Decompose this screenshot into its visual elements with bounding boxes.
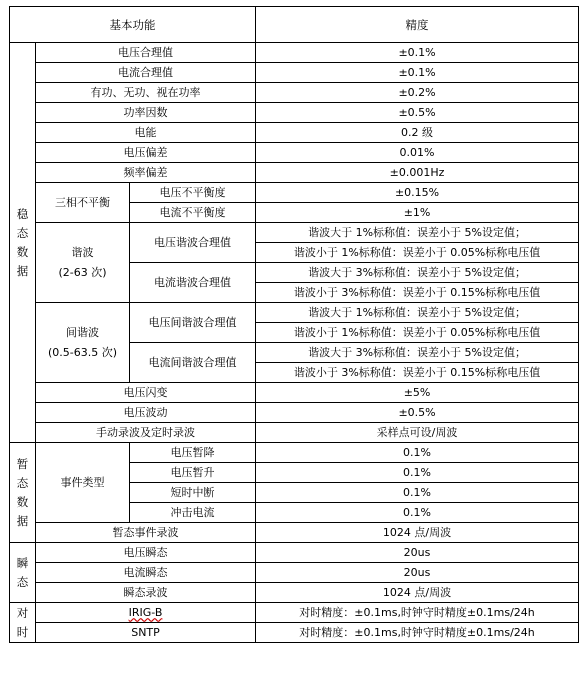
row-value-line1: 谐波大于 3%标称值：误差小于 5%设定值； (256, 263, 579, 283)
table-row (10, 383, 579, 403)
row-name: 电流瞬态 (36, 563, 256, 583)
row-name: 频率偏差 (36, 163, 256, 183)
table-row (10, 43, 579, 63)
row-value: 20us (256, 563, 579, 583)
spec-table-container (9, 6, 579, 643)
row-name: 电压波动 (36, 403, 256, 423)
row-name: 手动录波及定时录波 (36, 423, 256, 443)
table-row (10, 83, 579, 103)
row-value: 1024 点/周波 (256, 583, 579, 603)
group-event-type: 事件类型 (36, 443, 130, 523)
table-row (10, 63, 579, 83)
table-row (10, 163, 579, 183)
row-value: ±0.5% (256, 103, 579, 123)
row-name: 电压间谐波合理值 (130, 303, 256, 343)
row-name: 电压瞬态 (36, 543, 256, 563)
header-function: 基本功能 (10, 7, 256, 43)
group-unbalance: 三相不平衡 (36, 183, 130, 223)
row-value: 0.1% (256, 463, 579, 483)
row-name: 有功、无功、视在功率 (36, 83, 256, 103)
row-name: 电压暂升 (130, 463, 256, 483)
row-name: 短时中断 (130, 483, 256, 503)
row-value-line1: 谐波大于 1%标称值：误差小于 5%设定值； (256, 303, 579, 323)
row-name: SNTP (36, 623, 256, 643)
row-value-line2: 谐波小于 1%标称值：误差小于 0.05%标称电压值 (256, 323, 579, 343)
table-row (10, 183, 579, 203)
row-name: 电流间谐波合理值 (130, 343, 256, 383)
table-row (10, 603, 579, 623)
row-name: 电能 (36, 123, 256, 143)
row-value: ±0.1% (256, 43, 579, 63)
row-value: ±1% (256, 203, 579, 223)
table-row (10, 543, 579, 563)
row-value: 对时精度：±0.1ms,时钟守时精度±0.1ms/24h (256, 603, 579, 623)
header-row (10, 7, 579, 43)
row-value: ±0.001Hz (256, 163, 579, 183)
category-transient: 暂 态 数 据 (10, 443, 36, 543)
row-value: ±5% (256, 383, 579, 403)
table-row (10, 563, 579, 583)
row-name: 暂态事件录波 (36, 523, 256, 543)
table-row (10, 583, 579, 603)
row-value: 0.2 级 (256, 123, 579, 143)
row-name: 功率因数 (36, 103, 256, 123)
row-value-line1: 谐波大于 1%标称值：误差小于 5%设定值； (256, 223, 579, 243)
row-value: 对时精度：±0.1ms,时钟守时精度±0.1ms/24h (256, 623, 579, 643)
table-row (10, 403, 579, 423)
table-row (10, 123, 579, 143)
row-name: 电压不平衡度 (130, 183, 256, 203)
table-row (10, 523, 579, 543)
row-value: 0.1% (256, 503, 579, 523)
group-interharmonic: 间谐波 (0.5-63.5 次) (36, 303, 130, 383)
table-row (10, 103, 579, 123)
row-name: 电压偏差 (36, 143, 256, 163)
spec-table (9, 6, 579, 643)
table-row (10, 223, 579, 243)
row-value: ±0.2% (256, 83, 579, 103)
row-value: ±0.15% (256, 183, 579, 203)
row-name: 电压谐波合理值 (130, 223, 256, 263)
table-row (10, 303, 579, 323)
group-harmonic: 谐波 (2-63 次) (36, 223, 130, 303)
row-value-line2: 谐波小于 3%标称值：误差小于 0.15%标称电压值 (256, 283, 579, 303)
row-value: 0.1% (256, 443, 579, 463)
row-name: 电流不平衡度 (130, 203, 256, 223)
row-name: 电流合理值 (36, 63, 256, 83)
category-instant: 瞬 态 (10, 543, 36, 603)
row-value-line2: 谐波小于 1%标称值：误差小于 0.05%标称电压值 (256, 243, 579, 263)
table-row (10, 623, 579, 643)
row-value-line1: 谐波大于 3%标称值：误差小于 5%设定值； (256, 343, 579, 363)
table-row (10, 443, 579, 463)
row-name: IRIG-B (36, 603, 256, 623)
row-name: 瞬态录波 (36, 583, 256, 603)
row-value: 0.01% (256, 143, 579, 163)
row-name: 电压暂降 (130, 443, 256, 463)
row-value-line2: 谐波小于 3%标称值：误差小于 0.15%标称电压值 (256, 363, 579, 383)
row-value: 采样点可设/周波 (256, 423, 579, 443)
table-row (10, 423, 579, 443)
row-name: 冲击电流 (130, 503, 256, 523)
row-value: 1024 点/周波 (256, 523, 579, 543)
category-timing: 对 时 (10, 603, 36, 643)
row-value: ±0.1% (256, 63, 579, 83)
row-name: 电压合理值 (36, 43, 256, 63)
table-row (10, 143, 579, 163)
row-name: 电压闪变 (36, 383, 256, 403)
row-value: 20us (256, 543, 579, 563)
row-value: ±0.5% (256, 403, 579, 423)
header-precision: 精度 (256, 7, 579, 43)
row-name: 电流谐波合理值 (130, 263, 256, 303)
category-steady: 稳 态 数 据 (10, 43, 36, 443)
row-value: 0.1% (256, 483, 579, 503)
